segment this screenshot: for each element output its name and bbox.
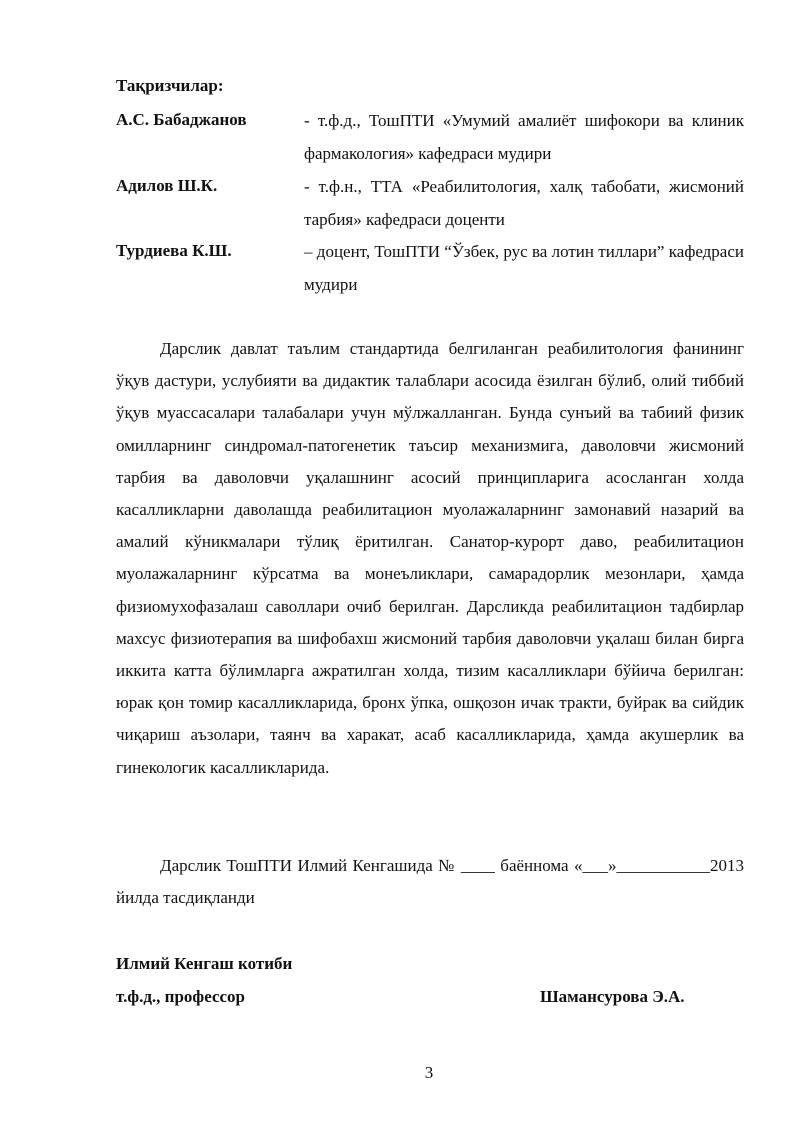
abstract-paragraph: Дарслик давлат таълим стандартида белгиланган реабилитология фанининг ўқув дастури, услубияти ва дидактик талаблари асосида ёзилган бўлиб, олий тиббий ўқув муассасалари талабалари учун мўлжалланган. Бунда сунъий ва табиий физик омилларнинг синдромал-патогенетик таъсир механизмига, даволовчи жисмоний тарбия ва даволовчи уқалашнинг асосий принципларига асосланган холда касалликларни даволашда реабилитацион муолажаларнинг замонавий назарий ва амалий кўникмалари тўлиқ ёритилган. Санатор-курорт даво, реабилитацион муолажаларнинг кўрсатма ва монеъликлари, самарадорлик мезонлари, ҳамда физиомухофазалаш саволлари очиб берилган. Дарсликда реабилитацион тадбирлар махсус физиотерапия ва шифобахш жисмоний тарбия даволовчи уқалаш билан бирга иккита катта бўлимларга ажратилган холда, тизим касалликлари бўйича берилган: юрак қон томир касалликларида, бронх ўпка, ошқозон ичак тракти, буйрак ва сийдик чиқариш аъзолари, таянч ва харакат, асаб касалликларида, ҳамда акушерлик ва гинекологик касалликларида. <box>116 339 744 777</box>
reviewer-description: - т.ф.д., ТошПТИ «Умумий амалиёт шифокори ва клиник фармакология» кафедраси мудири <box>304 111 744 163</box>
reviewer-name: Турдиева К.Ш. <box>116 241 232 260</box>
reviewers-heading: Тақризчилар: <box>116 76 224 95</box>
reviewer-name: Адилов Ш.К. <box>116 176 218 195</box>
secretary-title: Илмий Кенгаш котиби <box>116 954 293 973</box>
reviewer-name: А.С. Бабаджанов <box>116 110 247 129</box>
reviewer-description: - т.ф.н., ТТА «Реабилитология, халқ табобати, жисмоний тарбия» кафедраси доценти <box>304 177 744 229</box>
page-number: 3 <box>424 1063 434 1082</box>
secretary-degree: т.ф.д., профессор <box>116 987 245 1006</box>
reviewer-description: – доцент, ТошПТИ “Ўзбек, рус ва лотин тиллари” кафедраси мудири <box>304 242 744 294</box>
approval-paragraph: Дарслик ТошПТИ Илмий Кенгашида № ____ баённома «___»___________2013 йилда тасдиқланди <box>116 856 744 907</box>
secretary-name: Шамансурова Э.А. <box>540 987 685 1006</box>
